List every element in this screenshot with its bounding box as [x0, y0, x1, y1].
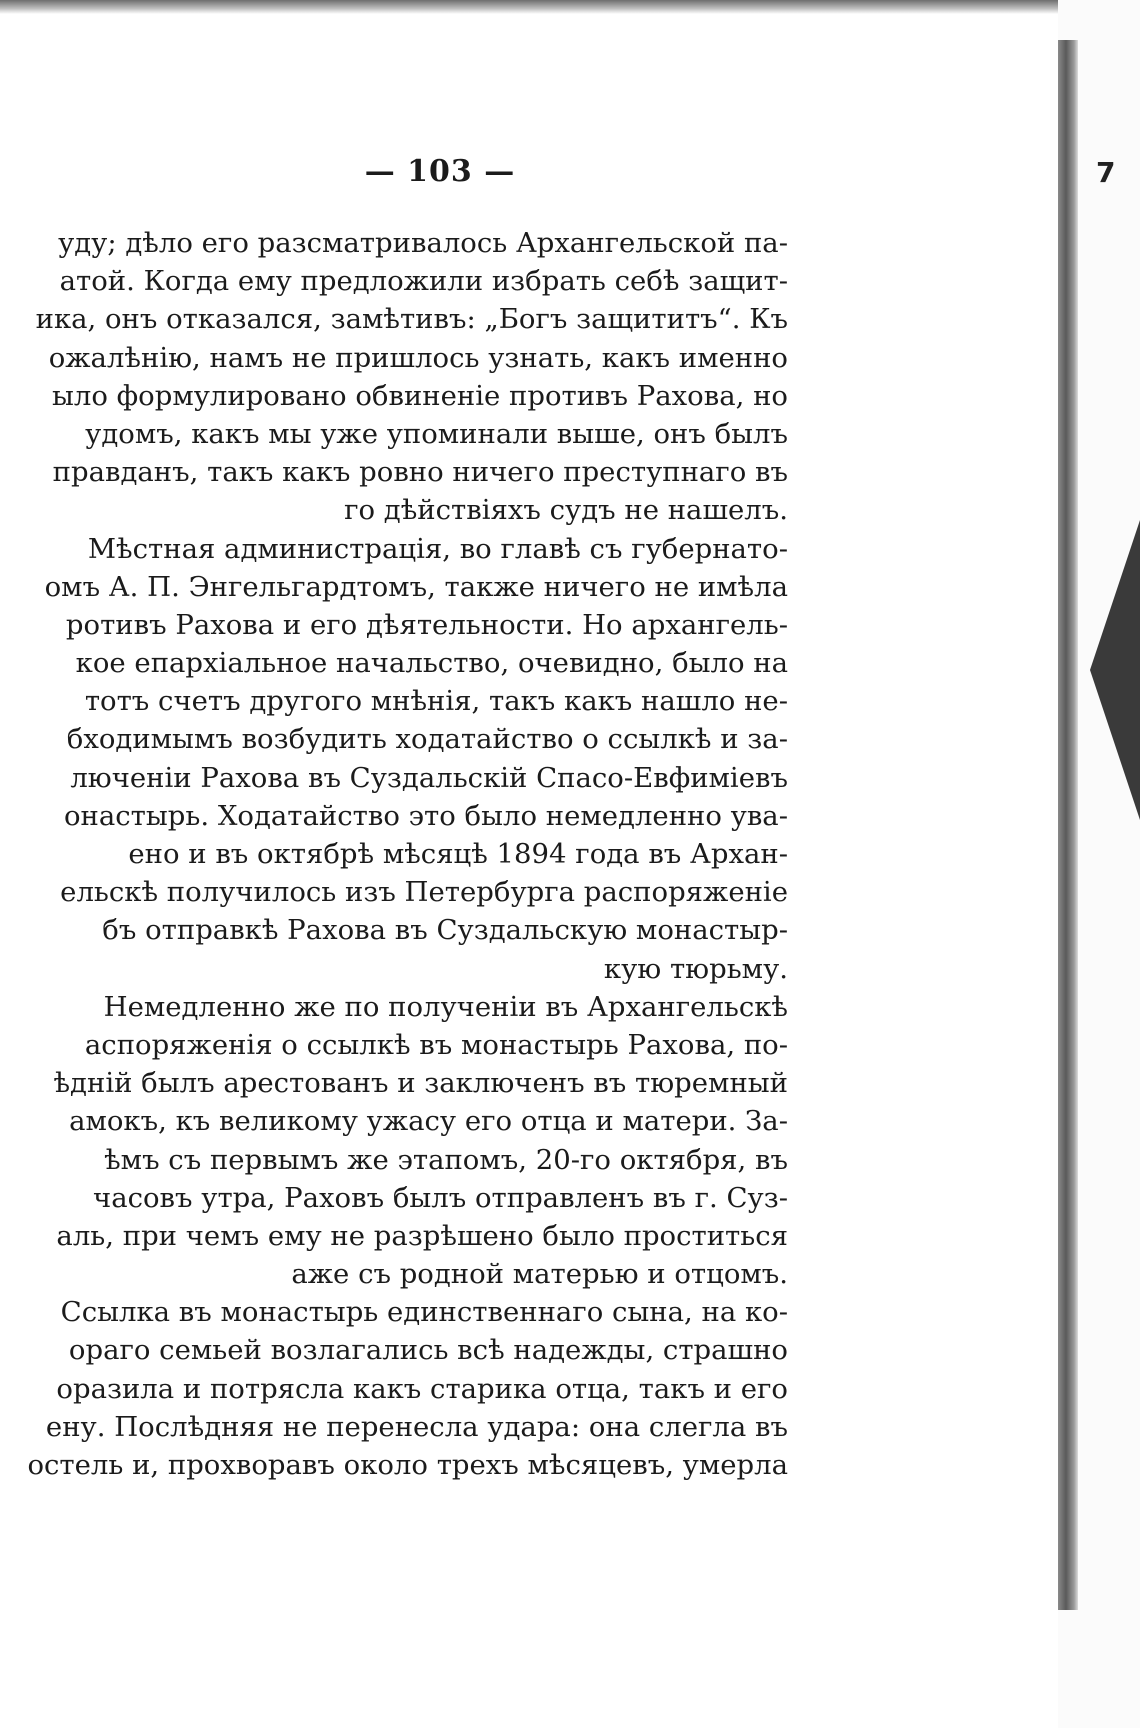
- text-line: ельскѣ получилось изъ Петербурга распоряженіе: [60, 876, 788, 909]
- text-line: онастырь. Ходатайство это было немедленно ува-: [63, 799, 788, 832]
- text-line: люченіи Рахова въ Суздальскій Спасо-Евфиміевъ: [70, 761, 788, 794]
- text-line: кое епархіальное начальство, очевидно, было на: [75, 647, 788, 680]
- text-line: аже съ родной матерью и отцомъ.: [291, 1258, 788, 1291]
- text-line: ыло формулировано обвиненіе противъ Рахова, но: [51, 379, 788, 412]
- text-line: Ссылка въ монастырь единственнаго сына, на ко-: [60, 1296, 788, 1329]
- text-line: оразила и потрясла какъ старика отца, такъ и его: [56, 1372, 788, 1405]
- text-line: ораго семьей возлагались всѣ надежды, страшно: [68, 1334, 788, 1367]
- text-line: го дѣйствіяхъ судъ не нашелъ.: [344, 494, 788, 527]
- text-line: ену. Послѣдняя не перенесла удара: она слегла въ: [45, 1410, 788, 1443]
- text-line: правданъ, такъ какъ ровно ничего преступнаго въ: [52, 456, 788, 489]
- text-line: ожалѣнію, намъ не пришлось узнать, какъ именно: [48, 341, 788, 374]
- text-line: ѣдній былъ арестованъ и заключенъ въ тюремный: [53, 1067, 788, 1100]
- text-line: часовъ утра, Раховъ былъ отправленъ въ г. Суз-: [93, 1181, 788, 1214]
- text-line: тотъ счетъ другого мнѣнія, такъ какъ нашло не-: [84, 685, 788, 718]
- body-text: [0, 224, 788, 1484]
- text-line: остель и, прохворавъ около трехъ мѣсяцевъ, умерла: [27, 1449, 788, 1481]
- text-line: кую тюрьму.: [603, 952, 788, 985]
- text-line: удомъ, какъ мы уже упоминали выше, онъ былъ: [85, 417, 788, 450]
- text-line: уду; дѣло его разсматривалось Архангельской па-: [58, 227, 788, 259]
- text-line: бъ отправкѣ Рахова въ Суздальскую монастыр-: [102, 914, 788, 947]
- text-line: бходимымъ возбудить ходатайство о ссылкѣ и за-: [66, 723, 788, 756]
- page-number: — 103 —: [364, 154, 516, 189]
- text-line: Немедленно же по полученіи въ Архангельскѣ: [103, 990, 788, 1023]
- text-line: амокъ, къ великому ужасу его отца и матери. За-: [69, 1105, 788, 1138]
- text-line: ика, онъ отказался, замѣтивъ: „Богъ защититъ“. Къ: [35, 303, 788, 336]
- text-line: ротивъ Рахова и его дѣятельности. Но архангель-: [65, 608, 788, 641]
- text-line: омъ А. П. Энгельгардтомъ, также ничего не имѣла: [44, 570, 788, 603]
- gutter-shadow-wedge: [1090, 520, 1140, 820]
- text-line: Мѣстная администрація, во главѣ съ губернато-: [87, 532, 788, 565]
- text-line: аспоряженія о ссылкѣ въ монастырь Рахова, по-: [84, 1028, 788, 1061]
- gutter-edge: [1058, 40, 1078, 1610]
- text-line: ено и въ октябрѣ мѣсяцѣ 1894 года въ Архан-: [128, 838, 788, 870]
- text-line: атой. Когда ему предложили избрать себѣ защит-: [59, 265, 788, 298]
- scan-top-shadow: [0, 0, 1140, 14]
- text-line: аль, при чемъ ему не разрѣшено было проститься: [56, 1219, 788, 1252]
- text-line: ѣмъ съ первымъ же этапомъ, 20-го октября, въ: [104, 1143, 788, 1176]
- next-page-number: 7: [1096, 156, 1116, 189]
